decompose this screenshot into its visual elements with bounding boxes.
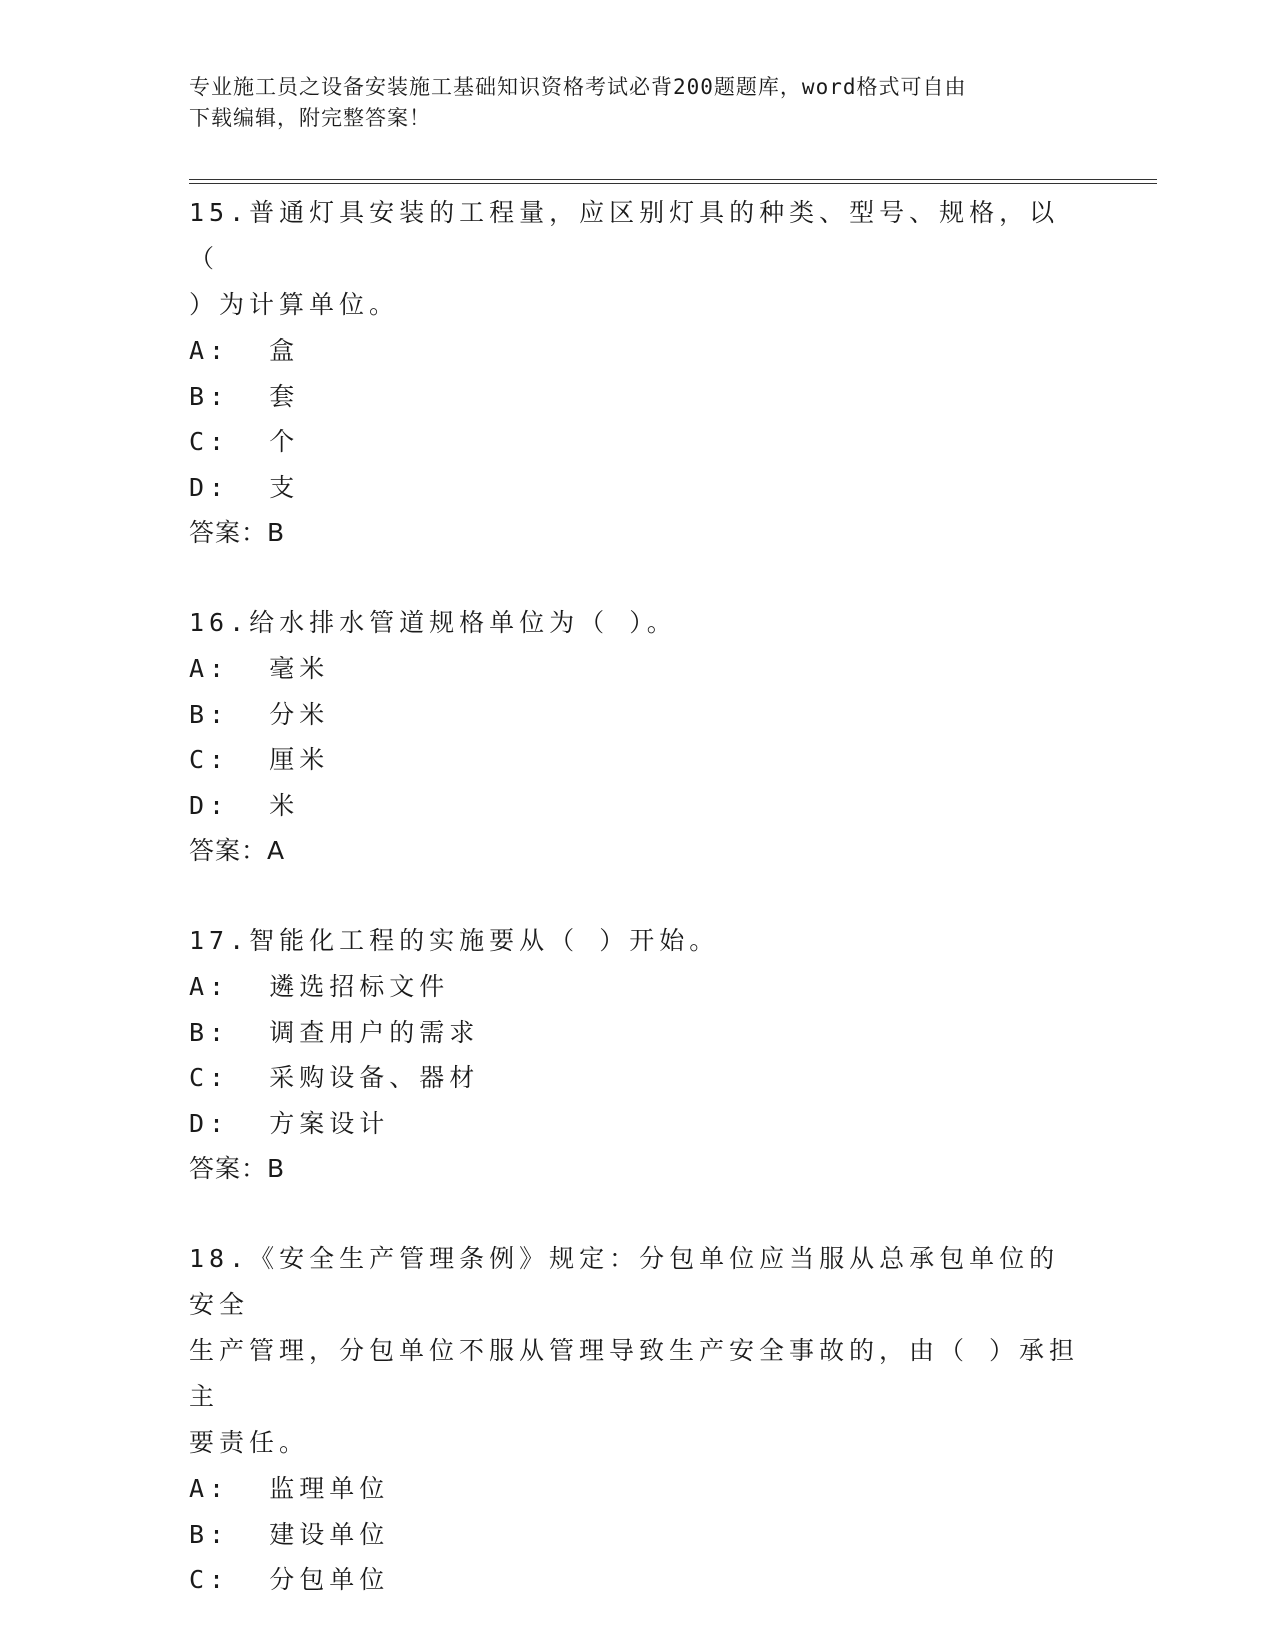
header-line-2: 下载编辑，附完整答案！ [189, 106, 431, 130]
question-list [189, 190, 1157, 1603]
option-b: B: 调查用户的需求 [189, 1017, 480, 1047]
answer: 答案：B [189, 518, 286, 547]
option-a: A: 盒 [189, 336, 300, 365]
question-text: 18.《安全生产管理条例》规定：分包单位应当服从总承包单位的安全 生产管理，分包单位不服从管理导致生产安全事故的，由（ ）承担主 要责任。 [189, 1244, 1080, 1457]
option-a: A: 毫米 [189, 654, 330, 683]
option-b: B: 建设单位 [189, 1519, 390, 1549]
header-line-1: 专业施工员之设备安装施工基础知识资格考试必背200题题库，word格式可自由 [189, 75, 967, 99]
document-header [189, 72, 1089, 134]
question-text: 15.普通灯具安装的工程量，应区别灯具的种类、型号、规格，以（ ）为计算单位。 [189, 198, 1060, 319]
header-divider-secondary [189, 183, 1157, 184]
question-17 [189, 918, 1157, 1191]
question-15 [189, 190, 1157, 555]
option-c: C: 采购设备、器材 [189, 1063, 480, 1092]
question-18 [189, 1236, 1157, 1603]
document-page [189, 0, 1157, 1650]
answer: 答案：B [189, 1154, 286, 1183]
question-text: 16.给水排水管道规格单位为（ ）。 [189, 608, 677, 637]
header-divider [189, 179, 1157, 180]
option-a: A: 监理单位 [189, 1474, 390, 1503]
option-d: D: 方案设计 [189, 1108, 390, 1138]
option-b: B: 套 [189, 381, 300, 411]
option-b: B: 分米 [189, 699, 330, 729]
question-16 [189, 600, 1157, 873]
option-c: C: 分包单位 [189, 1565, 390, 1594]
option-a: A: 遴选招标文件 [189, 972, 450, 1001]
option-c: C: 个 [189, 427, 300, 456]
option-d: D: 米 [189, 790, 300, 820]
question-text: 17.智能化工程的实施要从（ ）开始。 [189, 926, 720, 955]
option-d: D: 支 [189, 472, 300, 502]
answer: 答案：A [189, 836, 286, 865]
option-c: C: 厘米 [189, 745, 330, 774]
